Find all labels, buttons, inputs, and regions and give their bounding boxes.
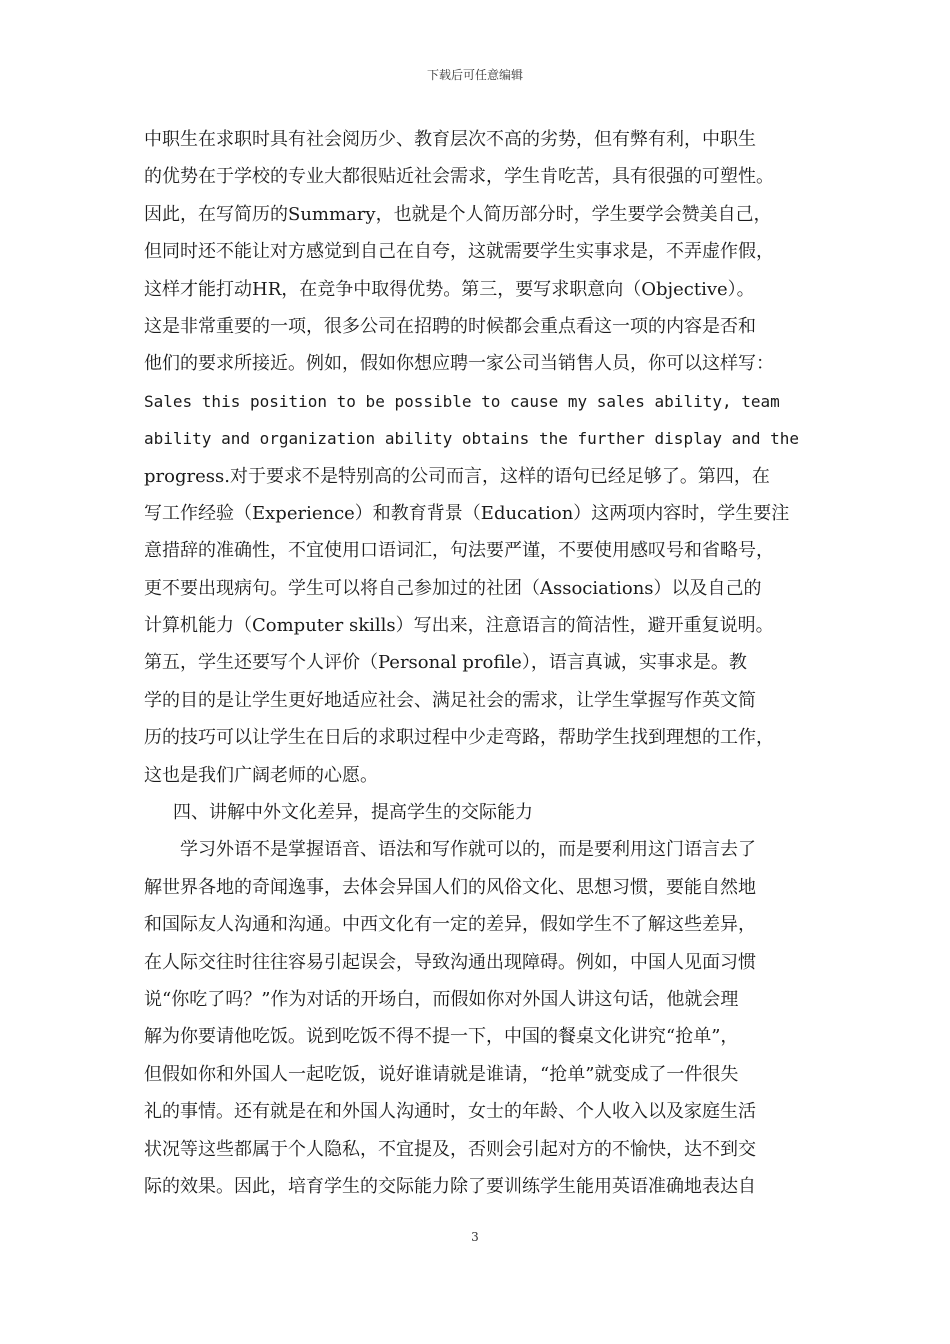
- paragraph-first-line: 学习外语不是掌握语音、语法和写作就可以的，而是要利用这门语言去了: [180, 839, 756, 861]
- text-line-english: Sales this position to be possible to cause my sales ability, team: [144, 391, 780, 411]
- text-line: 写工作经验（Experience）和教育背景（Education）这两项内容时，学生要注: [144, 502, 790, 524]
- text-line: 的优势在于学校的专业大都很贴近社会需求，学生肯吃苦，具有很强的可塑性。: [144, 166, 774, 188]
- text-line-english: ability and organization ability obtains the further display and the: [144, 429, 800, 449]
- text-line: 解世界各地的奇闻逸事，去体会异国人们的风俗文化、思想习惯，要能自然地: [144, 876, 756, 898]
- text-line: 解为你要请他吃饭。说到吃饭不得不提一下，中国的餐桌文化讲究“抢单”，: [144, 1026, 739, 1048]
- text-line: 学的目的是让学生更好地适应社会、满足社会的需求，让学生掌握写作英文简: [144, 689, 756, 711]
- text-line: 在人际交往时往往容易引起误会，导致沟通出现障碍。例如，中国人见面习惯: [144, 951, 756, 973]
- text-line: 和国际友人沟通和沟通。中西文化有一定的差异，假如学生不了解这些差异，: [144, 914, 756, 936]
- text-line: 状况等这些都属于个人隐私，不宜提及，否则会引起对方的不愉快，达不到交: [144, 1138, 756, 1160]
- text-line: 因此，在写简历的Summary，也就是个人简历部分时，学生要学会赞美自己，: [144, 203, 772, 225]
- text-line: 这也是我们广阔老师的心愿。: [144, 764, 378, 786]
- text-line: 更不要出现病句。学生可以将自己参加过的社团（Associations）以及自己的: [144, 577, 762, 599]
- text-line: 计算机能力（Computer skills）写出来，注意语言的简洁性，避开重复说明。: [144, 615, 774, 637]
- text-line: 这样才能打动HR，在竞争中取得优势。第三，要写求职意向（Objective）。: [144, 278, 755, 300]
- page-header: 下载后可任意编辑: [426, 68, 523, 82]
- document-body: [144, 121, 824, 1205]
- text-line: 但假如你和外国人一起吃饭，说好谁请就是谁请，“抢单”就变成了一件很失: [144, 1063, 739, 1085]
- text-line: 他们的要求所接近。例如，假如你想应聘一家公司当销售人员，你可以这样写：: [144, 353, 774, 375]
- text-line: 历的技巧可以让学生在日后的求职过程中少走弯路，帮助学生找到理想的工作，: [144, 727, 774, 749]
- text-line: 这是非常重要的一项，很多公司在招聘的时候都会重点看这一项的内容是否和: [144, 315, 756, 337]
- text-line: 说“你吃了吗？”作为对话的开场白，而假如你对外国人讲这句话，他就会理: [144, 988, 739, 1010]
- text-line: 第五，学生还要写个人评价（Personal profile），语言真诚，实事求是。教: [144, 652, 747, 674]
- text-line: 但同时还不能让对方感觉到自己在自夸，这就需要学生实事求是，不弄虚作假，: [144, 241, 774, 263]
- text-line: 际的效果。因此，培育学生的交际能力除了要训练学生能用英语准确地表达自: [144, 1175, 756, 1197]
- text-line: 礼的事情。还有就是在和外国人沟通时，女士的年龄、个人收入以及家庭生活: [144, 1101, 756, 1123]
- text-line: progress.对于要求不是特别高的公司而言，这样的语句已经足够了。第四，在: [144, 465, 770, 487]
- page-number: 3: [471, 1230, 479, 1244]
- text-line: 意措辞的准确性，不宜使用口语词汇，句法要严谨，不要使用感叹号和省略号，: [144, 540, 774, 562]
- section-heading: 四、讲解中外文化差异，提高学生的交际能力: [173, 802, 533, 824]
- text-line: 中职生在求职时具有社会阅历少、教育层次不高的劣势，但有弊有利，中职生: [144, 129, 756, 150]
